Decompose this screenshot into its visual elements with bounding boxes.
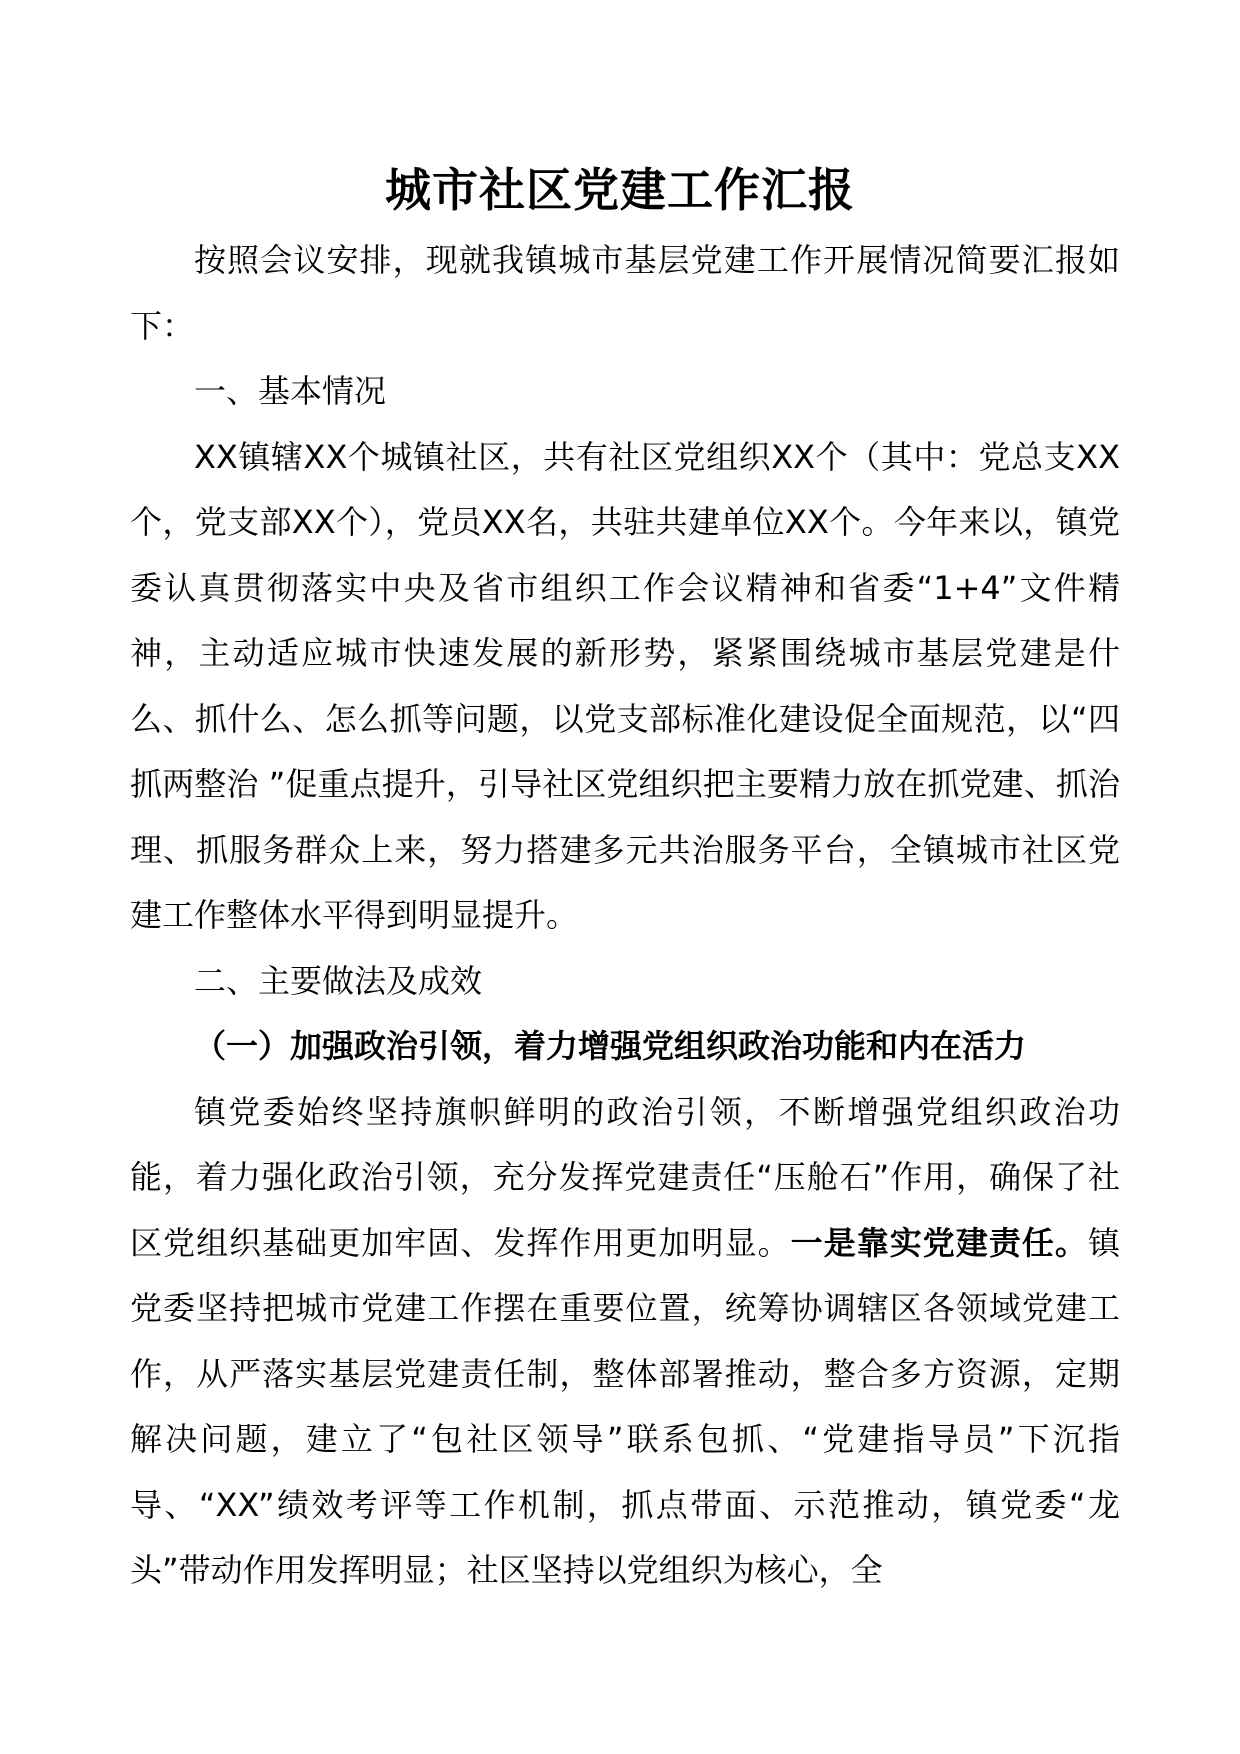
intro-paragraph: 按照会议安排，现就我镇城市基层党建工作开展情况简要汇报如下： [130,241,1120,345]
key-point-label: 一是靠实党建责任。 [790,1223,1088,1262]
document-title: 城市社区党建工作汇报 [385,163,855,217]
basic-situation-paragraph: XX镇辖XX个城镇社区，共有社区党组织XX个（其中：党总支XX个，党支部XX个），党员XX名，共驻共建单位XX个。今年来以，镇党委认真贯彻落实中央及省市组织工作会议精神和省委“1+4”文件精神，主动适应城市快速发展的新形势，紧紧围绕城市基层党建是什么、抓什么、怎么抓等问题，以党支部标准化建设促全面规范，以“四抓两整治 ”促重点提升，引导社区党组织把主要精力放在抓党建、抓治理、抓服务群众上来，努力搭建多元共治服务平台，全镇城市社区党建工作整体水平得到明显提升。 [130,437,1120,934]
political-leadership-paragraph [130,1080,1120,1604]
document-body [130,228,1120,1604]
section-heading-main-practices: 二、主要做法及成效 [194,961,483,1000]
paragraph-text-start: 镇党委始终坚持旗帜鲜明的政治引领，不断增强党组织政治功能，着力强化政治引领，充分发挥党建责任“压舱石”作用，确保了社区党组织基础更加牢固、发挥作用更加明显。 [130,1092,1120,1262]
subsection-heading-political-leadership: （一）加强政治引领，着力增强党组织政治功能和内在活力 [194,1027,1027,1065]
paragraph-text-rest: 镇党委坚持把城市党建工作摆在重要位置，统筹协调辖区各领域党建工作，从严落实基层党建责任制，整体部署推动，整合多方资源，定期解决问题，建立了“包社区领导”联系包抓、“党建指导员”下沉指导、“XX”绩效考评等工作机制，抓点带面、示范推动，镇党委“龙头”带动作用发挥明显；社区坚持以党组织为核心，全 [130,1223,1120,1589]
section-heading-basic-situation: 一、基本情况 [194,372,387,410]
